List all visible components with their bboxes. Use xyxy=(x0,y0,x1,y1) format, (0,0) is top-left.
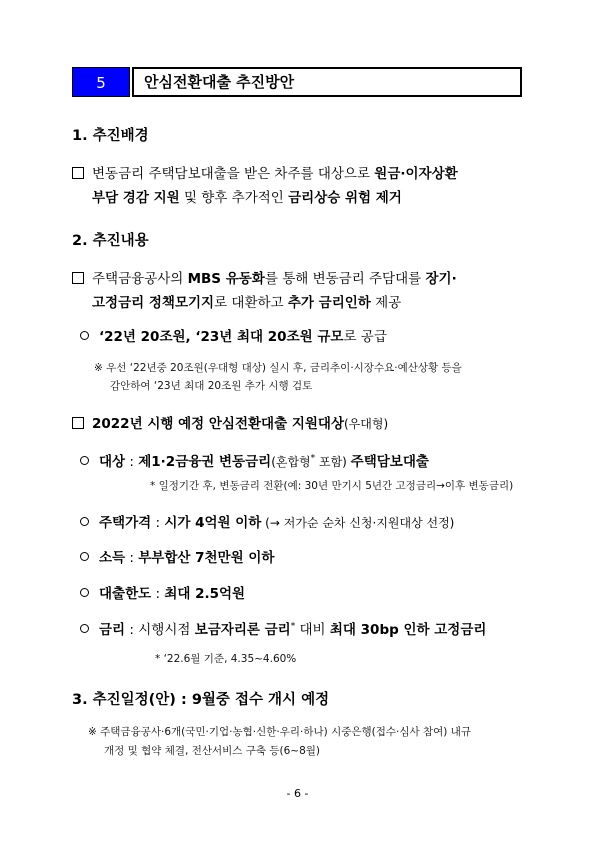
section2-heading: 2. 추진내용 xyxy=(72,233,149,249)
page-number: - 6 - xyxy=(286,787,309,800)
section2-bullet2: 2022년 시행 예정 안심전환대출 지원대상(우대형) xyxy=(72,412,388,432)
square-bullet-icon xyxy=(72,167,84,179)
section2-bullet1-line1: 주택금융공사의 MBS 유동화를 통해 변동금리 주담대를 장기· xyxy=(72,267,457,287)
square-bullet-icon xyxy=(72,272,84,284)
section1-heading: 1. 추진배경 xyxy=(72,128,149,144)
section3-note-line1: ※ 주택금융공사·6개(국민·기업·농협·신한·우리·하나) 시중은행(접수·심사 참여) 내규 xyxy=(88,726,472,738)
circle-bullet-icon xyxy=(80,552,89,561)
section3-note-line2: 개정 및 협약 체결, 전산서비스 구축 등(6~8월) xyxy=(104,745,321,757)
target-item: 대상 : 제1·2금융권 변동금리(혼합형* 포함) 주택담보대출 xyxy=(80,450,429,470)
price-item: 주택가격 : 시가 4억원 이하 (→ 저가순 순차 신청·지원대상 선정) xyxy=(80,511,454,531)
section3-heading: 3. 추진일정(안) : 9월중 접수 개시 예정 xyxy=(72,692,330,708)
rate-note: * ‘22.6월 기준, 4.35~4.60% xyxy=(155,653,297,665)
section1-bullet-line2: 부담 경감 지원 및 향후 추가적인 금리상승 위험 제거 xyxy=(92,190,402,206)
section2-sub-bullet1: ‘22년 20조원, ‘23년 최대 20조원 규모로 공급 xyxy=(80,325,387,345)
rate-item: 금리 : 시행시점 보금자리론 금리* 대비 최대 30bp 인하 고정금리 xyxy=(80,618,486,638)
circle-bullet-icon xyxy=(80,588,89,597)
note1-line2: 감안하여 ‘23년 최대 20조원 추가 시행 검토 xyxy=(110,380,313,392)
page-title: 안심전환대출 추진방안 xyxy=(132,67,522,97)
section2-bullet1-line2: 고정금리 정책모기지로 대환하고 추가 금리인하 제공 xyxy=(92,295,402,311)
section1-bullet-line1: 변동금리 주택담보대출을 받은 차주를 대상으로 원금·이자상환 xyxy=(72,162,458,182)
section-number-badge: 5 xyxy=(72,67,130,97)
target-note: * 일정기간 후, 변동금리 전환(예: 30년 만기시 5년간 고정금리→이후 변동금리) xyxy=(150,480,514,492)
circle-bullet-icon xyxy=(80,624,89,633)
circle-bullet-icon xyxy=(80,517,89,526)
circle-bullet-icon xyxy=(80,331,89,340)
note1-line1: ※ 우선 ‘22년중 20조원(우대형 대상) 실시 후, 금리추이·시장수요·예산상황 등을 xyxy=(94,362,462,374)
square-bullet-icon xyxy=(72,417,84,429)
income-item: 소득 : 부부합산 7천만원 이하 xyxy=(80,546,274,566)
limit-item: 대출한도 : 최대 2.5억원 xyxy=(80,582,245,602)
circle-bullet-icon xyxy=(80,456,89,465)
